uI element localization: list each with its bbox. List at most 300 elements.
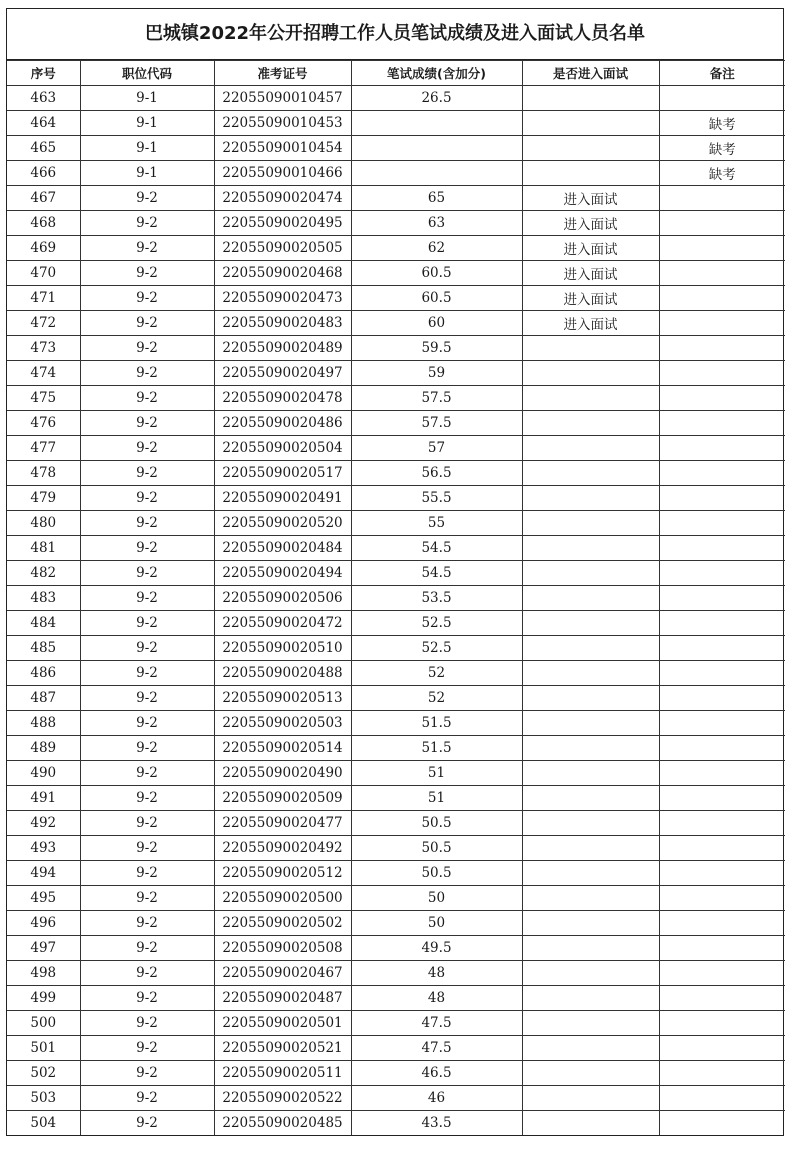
position-code-cell: 9-1 [80, 86, 214, 111]
score-cell: 55.5 [351, 486, 522, 511]
admission-ticket-cell: 22055090020510 [214, 636, 351, 661]
admission-ticket-cell: 22055090020509 [214, 786, 351, 811]
serial-number-cell: 501 [7, 1036, 80, 1061]
position-code-cell: 9-2 [80, 1061, 214, 1086]
table-row [7, 86, 785, 111]
table-row [7, 961, 785, 986]
remarks-cell [659, 386, 785, 411]
remarks-cell [659, 461, 785, 486]
remarks-cell [659, 1111, 785, 1136]
table-row [7, 686, 785, 711]
table-header-row [7, 61, 785, 86]
admission-ticket-cell: 22055090020508 [214, 936, 351, 961]
interview-status-cell [522, 586, 659, 611]
serial-number-cell: 490 [7, 761, 80, 786]
interview-status-cell [522, 136, 659, 161]
serial-number-cell: 491 [7, 786, 80, 811]
table-row [7, 1036, 785, 1061]
position-code-cell: 9-2 [80, 1036, 214, 1061]
remarks-cell: 缺考 [659, 161, 785, 186]
admission-ticket-cell: 22055090020468 [214, 261, 351, 286]
table-row [7, 836, 785, 861]
interview-status-cell: 进入面试 [522, 236, 659, 261]
admission-ticket-cell: 22055090020487 [214, 986, 351, 1011]
position-code-cell: 9-2 [80, 611, 214, 636]
table-row [7, 161, 785, 186]
interview-status-cell [522, 736, 659, 761]
table-row [7, 936, 785, 961]
remarks-cell [659, 686, 785, 711]
interview-status-cell [522, 461, 659, 486]
serial-number-cell: 474 [7, 361, 80, 386]
remarks-cell [659, 936, 785, 961]
interview-status-cell: 进入面试 [522, 286, 659, 311]
interview-status-cell [522, 786, 659, 811]
interview-status-cell [522, 911, 659, 936]
score-cell: 50.5 [351, 836, 522, 861]
remarks-cell [659, 1086, 785, 1111]
serial-number-cell: 488 [7, 711, 80, 736]
remarks-cell: 缺考 [659, 136, 785, 161]
score-cell: 59.5 [351, 336, 522, 361]
remarks-cell [659, 886, 785, 911]
table-row [7, 361, 785, 386]
serial-number-cell: 470 [7, 261, 80, 286]
remarks-cell [659, 811, 785, 836]
position-code-cell: 9-2 [80, 661, 214, 686]
score-cell: 63 [351, 211, 522, 236]
header-admission-ticket-number: 准考证号 [214, 61, 351, 86]
admission-ticket-cell: 22055090020520 [214, 511, 351, 536]
serial-number-cell: 482 [7, 561, 80, 586]
score-cell: 47.5 [351, 1036, 522, 1061]
admission-ticket-cell: 22055090020495 [214, 211, 351, 236]
remarks-cell [659, 1061, 785, 1086]
serial-number-cell: 493 [7, 836, 80, 861]
interview-status-cell [522, 561, 659, 586]
interview-status-cell [522, 336, 659, 361]
admission-ticket-cell: 22055090020485 [214, 1111, 351, 1136]
interview-status-cell [522, 511, 659, 536]
admission-ticket-cell: 22055090020467 [214, 961, 351, 986]
serial-number-cell: 497 [7, 936, 80, 961]
serial-number-cell: 471 [7, 286, 80, 311]
interview-status-cell [522, 811, 659, 836]
serial-number-cell: 489 [7, 736, 80, 761]
remarks-cell [659, 861, 785, 886]
score-cell: 60.5 [351, 286, 522, 311]
score-cell: 46.5 [351, 1061, 522, 1086]
score-cell: 50 [351, 886, 522, 911]
admission-ticket-cell: 22055090010457 [214, 86, 351, 111]
interview-status-cell [522, 486, 659, 511]
admission-ticket-cell: 22055090020502 [214, 911, 351, 936]
admission-ticket-cell: 22055090010454 [214, 136, 351, 161]
header-interview-status: 是否进入面试 [522, 61, 659, 86]
table-row [7, 511, 785, 536]
position-code-cell: 9-2 [80, 886, 214, 911]
table-row [7, 861, 785, 886]
admission-ticket-cell: 22055090020477 [214, 811, 351, 836]
admission-ticket-cell: 22055090020484 [214, 536, 351, 561]
serial-number-cell: 472 [7, 311, 80, 336]
table-row [7, 186, 785, 211]
score-cell: 43.5 [351, 1111, 522, 1136]
score-cell: 51.5 [351, 711, 522, 736]
table-row [7, 1011, 785, 1036]
table-row [7, 111, 785, 136]
position-code-cell: 9-2 [80, 561, 214, 586]
interview-status-cell: 进入面试 [522, 311, 659, 336]
table-row [7, 1061, 785, 1086]
interview-status-cell [522, 961, 659, 986]
remarks-cell [659, 736, 785, 761]
table-row [7, 386, 785, 411]
table-row [7, 911, 785, 936]
score-cell: 49.5 [351, 936, 522, 961]
admission-ticket-cell: 22055090020522 [214, 1086, 351, 1111]
admission-ticket-cell: 22055090020506 [214, 586, 351, 611]
serial-number-cell: 492 [7, 811, 80, 836]
serial-number-cell: 483 [7, 586, 80, 611]
score-cell: 52 [351, 686, 522, 711]
score-cell: 60.5 [351, 261, 522, 286]
score-cell: 48 [351, 986, 522, 1011]
serial-number-cell: 469 [7, 236, 80, 261]
table-row [7, 986, 785, 1011]
admission-ticket-cell: 22055090020492 [214, 836, 351, 861]
remarks-cell [659, 211, 785, 236]
admission-ticket-cell: 22055090020501 [214, 1011, 351, 1036]
remarks-cell [659, 361, 785, 386]
position-code-cell: 9-1 [80, 136, 214, 161]
serial-number-cell: 495 [7, 886, 80, 911]
position-code-cell: 9-2 [80, 536, 214, 561]
score-cell: 51 [351, 786, 522, 811]
remarks-cell [659, 911, 785, 936]
interview-status-cell: 进入面试 [522, 211, 659, 236]
position-code-cell: 9-2 [80, 186, 214, 211]
remarks-cell [659, 586, 785, 611]
table-row [7, 1086, 785, 1111]
interview-status-cell [522, 1061, 659, 1086]
score-cell: 26.5 [351, 86, 522, 111]
remarks-cell [659, 711, 785, 736]
table-row [7, 136, 785, 161]
remarks-cell [659, 636, 785, 661]
remarks-cell [659, 86, 785, 111]
serial-number-cell: 485 [7, 636, 80, 661]
serial-number-cell: 484 [7, 611, 80, 636]
table-row [7, 636, 785, 661]
position-code-cell: 9-1 [80, 161, 214, 186]
admission-ticket-cell: 22055090020504 [214, 436, 351, 461]
interview-status-cell [522, 886, 659, 911]
table-row [7, 586, 785, 611]
score-cell [351, 161, 522, 186]
score-cell: 52.5 [351, 611, 522, 636]
serial-number-cell: 496 [7, 911, 80, 936]
admission-ticket-cell: 22055090010466 [214, 161, 351, 186]
score-cell: 53.5 [351, 586, 522, 611]
interview-status-cell [522, 536, 659, 561]
interview-status-cell [522, 1086, 659, 1111]
serial-number-cell: 487 [7, 686, 80, 711]
admission-ticket-cell: 22055090020486 [214, 411, 351, 436]
remarks-cell [659, 236, 785, 261]
table-row [7, 311, 785, 336]
admission-ticket-cell: 22055090020511 [214, 1061, 351, 1086]
interview-status-cell [522, 761, 659, 786]
serial-number-cell: 503 [7, 1086, 80, 1111]
admission-ticket-cell: 22055090020490 [214, 761, 351, 786]
remarks-cell [659, 536, 785, 561]
position-code-cell: 9-2 [80, 736, 214, 761]
position-code-cell: 9-2 [80, 461, 214, 486]
position-code-cell: 9-2 [80, 936, 214, 961]
position-code-cell: 9-2 [80, 336, 214, 361]
score-cell: 48 [351, 961, 522, 986]
serial-number-cell: 478 [7, 461, 80, 486]
position-code-cell: 9-2 [80, 836, 214, 861]
serial-number-cell: 479 [7, 486, 80, 511]
serial-number-cell: 499 [7, 986, 80, 1011]
position-code-cell: 9-2 [80, 761, 214, 786]
position-code-cell: 9-2 [80, 636, 214, 661]
score-cell: 56.5 [351, 461, 522, 486]
score-cell: 50.5 [351, 811, 522, 836]
table-row [7, 411, 785, 436]
remarks-cell [659, 561, 785, 586]
position-code-cell: 9-2 [80, 711, 214, 736]
serial-number-cell: 476 [7, 411, 80, 436]
table-body [7, 86, 785, 1136]
position-code-cell: 9-2 [80, 436, 214, 461]
interview-status-cell [522, 611, 659, 636]
remarks-cell [659, 986, 785, 1011]
score-cell: 57.5 [351, 386, 522, 411]
interview-status-cell [522, 361, 659, 386]
remarks-cell [659, 436, 785, 461]
serial-number-cell: 475 [7, 386, 80, 411]
score-cell: 65 [351, 186, 522, 211]
remarks-cell [659, 611, 785, 636]
remarks-cell [659, 836, 785, 861]
serial-number-cell: 502 [7, 1061, 80, 1086]
admission-ticket-cell: 22055090020488 [214, 661, 351, 686]
results-sheet [6, 8, 784, 1136]
remarks-cell [659, 1011, 785, 1036]
remarks-cell [659, 311, 785, 336]
interview-status-cell [522, 1011, 659, 1036]
table-row [7, 761, 785, 786]
interview-status-cell [522, 836, 659, 861]
table-row [7, 786, 785, 811]
table-row [7, 536, 785, 561]
interview-status-cell [522, 161, 659, 186]
table-row [7, 886, 785, 911]
admission-ticket-cell: 22055090020491 [214, 486, 351, 511]
admission-ticket-cell: 22055090020521 [214, 1036, 351, 1061]
header-written-score: 笔试成绩(含加分) [351, 61, 522, 86]
position-code-cell: 9-2 [80, 861, 214, 886]
score-cell: 50.5 [351, 861, 522, 886]
table-row [7, 736, 785, 761]
remarks-cell [659, 786, 785, 811]
serial-number-cell: 500 [7, 1011, 80, 1036]
interview-status-cell: 进入面试 [522, 186, 659, 211]
position-code-cell: 9-2 [80, 986, 214, 1011]
serial-number-cell: 494 [7, 861, 80, 886]
serial-number-cell: 481 [7, 536, 80, 561]
admission-ticket-cell: 22055090020478 [214, 386, 351, 411]
score-cell: 52.5 [351, 636, 522, 661]
position-code-cell: 9-2 [80, 1111, 214, 1136]
position-code-cell: 9-2 [80, 911, 214, 936]
page-title: 巴城镇2022年公开招聘工作人员笔试成绩及进入面试人员名单 [7, 9, 783, 60]
admission-ticket-cell: 22055090020494 [214, 561, 351, 586]
position-code-cell: 9-2 [80, 511, 214, 536]
serial-number-cell: 486 [7, 661, 80, 686]
interview-status-cell [522, 986, 659, 1011]
position-code-cell: 9-2 [80, 261, 214, 286]
table-row [7, 1111, 785, 1136]
score-cell: 46 [351, 1086, 522, 1111]
remarks-cell [659, 336, 785, 361]
table-row [7, 436, 785, 461]
position-code-cell: 9-2 [80, 236, 214, 261]
remarks-cell [659, 961, 785, 986]
admission-ticket-cell: 22055090020472 [214, 611, 351, 636]
admission-ticket-cell: 22055090020497 [214, 361, 351, 386]
remarks-cell [659, 486, 785, 511]
table-row [7, 561, 785, 586]
score-cell: 62 [351, 236, 522, 261]
table-row [7, 811, 785, 836]
interview-status-cell [522, 386, 659, 411]
interview-status-cell [522, 636, 659, 661]
position-code-cell: 9-2 [80, 786, 214, 811]
score-cell [351, 111, 522, 136]
table-row [7, 211, 785, 236]
serial-number-cell: 464 [7, 111, 80, 136]
score-cell: 59 [351, 361, 522, 386]
remarks-cell [659, 761, 785, 786]
header-position-code: 职位代码 [80, 61, 214, 86]
position-code-cell: 9-2 [80, 811, 214, 836]
header-serial-number: 序号 [7, 61, 80, 86]
score-cell: 51.5 [351, 736, 522, 761]
admission-ticket-cell: 22055090020483 [214, 311, 351, 336]
position-code-cell: 9-2 [80, 286, 214, 311]
table-row [7, 661, 785, 686]
position-code-cell: 9-2 [80, 1086, 214, 1111]
score-cell: 52 [351, 661, 522, 686]
interview-status-cell [522, 86, 659, 111]
results-table [7, 60, 785, 1135]
header-remarks: 备注 [659, 61, 785, 86]
serial-number-cell: 498 [7, 961, 80, 986]
serial-number-cell: 473 [7, 336, 80, 361]
table-row [7, 336, 785, 361]
score-cell: 47.5 [351, 1011, 522, 1036]
remarks-cell: 缺考 [659, 111, 785, 136]
admission-ticket-cell: 22055090020514 [214, 736, 351, 761]
interview-status-cell [522, 661, 659, 686]
interview-status-cell [522, 711, 659, 736]
admission-ticket-cell: 22055090020513 [214, 686, 351, 711]
admission-ticket-cell: 22055090020473 [214, 286, 351, 311]
admission-ticket-cell: 22055090020503 [214, 711, 351, 736]
serial-number-cell: 466 [7, 161, 80, 186]
admission-ticket-cell: 22055090020489 [214, 336, 351, 361]
admission-ticket-cell: 22055090020474 [214, 186, 351, 211]
serial-number-cell: 465 [7, 136, 80, 161]
remarks-cell [659, 411, 785, 436]
serial-number-cell: 467 [7, 186, 80, 211]
table-row [7, 461, 785, 486]
position-code-cell: 9-2 [80, 211, 214, 236]
table-row [7, 486, 785, 511]
interview-status-cell [522, 1111, 659, 1136]
score-cell: 50 [351, 911, 522, 936]
score-cell: 57.5 [351, 411, 522, 436]
serial-number-cell: 504 [7, 1111, 80, 1136]
remarks-cell [659, 511, 785, 536]
score-cell: 60 [351, 311, 522, 336]
score-cell: 54.5 [351, 561, 522, 586]
remarks-cell [659, 261, 785, 286]
score-cell: 57 [351, 436, 522, 461]
score-cell: 54.5 [351, 536, 522, 561]
serial-number-cell: 480 [7, 511, 80, 536]
table-row [7, 286, 785, 311]
table-row [7, 611, 785, 636]
position-code-cell: 9-2 [80, 311, 214, 336]
score-cell [351, 136, 522, 161]
position-code-cell: 9-1 [80, 111, 214, 136]
table-row [7, 236, 785, 261]
score-cell: 55 [351, 511, 522, 536]
table-row [7, 261, 785, 286]
interview-status-cell [522, 686, 659, 711]
admission-ticket-cell: 22055090020505 [214, 236, 351, 261]
position-code-cell: 9-2 [80, 411, 214, 436]
admission-ticket-cell: 22055090010453 [214, 111, 351, 136]
position-code-cell: 9-2 [80, 686, 214, 711]
position-code-cell: 9-2 [80, 1011, 214, 1036]
interview-status-cell [522, 436, 659, 461]
score-cell: 51 [351, 761, 522, 786]
interview-status-cell [522, 111, 659, 136]
admission-ticket-cell: 22055090020500 [214, 886, 351, 911]
admission-ticket-cell: 22055090020517 [214, 461, 351, 486]
remarks-cell [659, 186, 785, 211]
position-code-cell: 9-2 [80, 486, 214, 511]
serial-number-cell: 468 [7, 211, 80, 236]
interview-status-cell: 进入面试 [522, 261, 659, 286]
remarks-cell [659, 661, 785, 686]
position-code-cell: 9-2 [80, 386, 214, 411]
remarks-cell [659, 286, 785, 311]
remarks-cell [659, 1036, 785, 1061]
interview-status-cell [522, 1036, 659, 1061]
interview-status-cell [522, 936, 659, 961]
interview-status-cell [522, 411, 659, 436]
serial-number-cell: 477 [7, 436, 80, 461]
position-code-cell: 9-2 [80, 961, 214, 986]
serial-number-cell: 463 [7, 86, 80, 111]
